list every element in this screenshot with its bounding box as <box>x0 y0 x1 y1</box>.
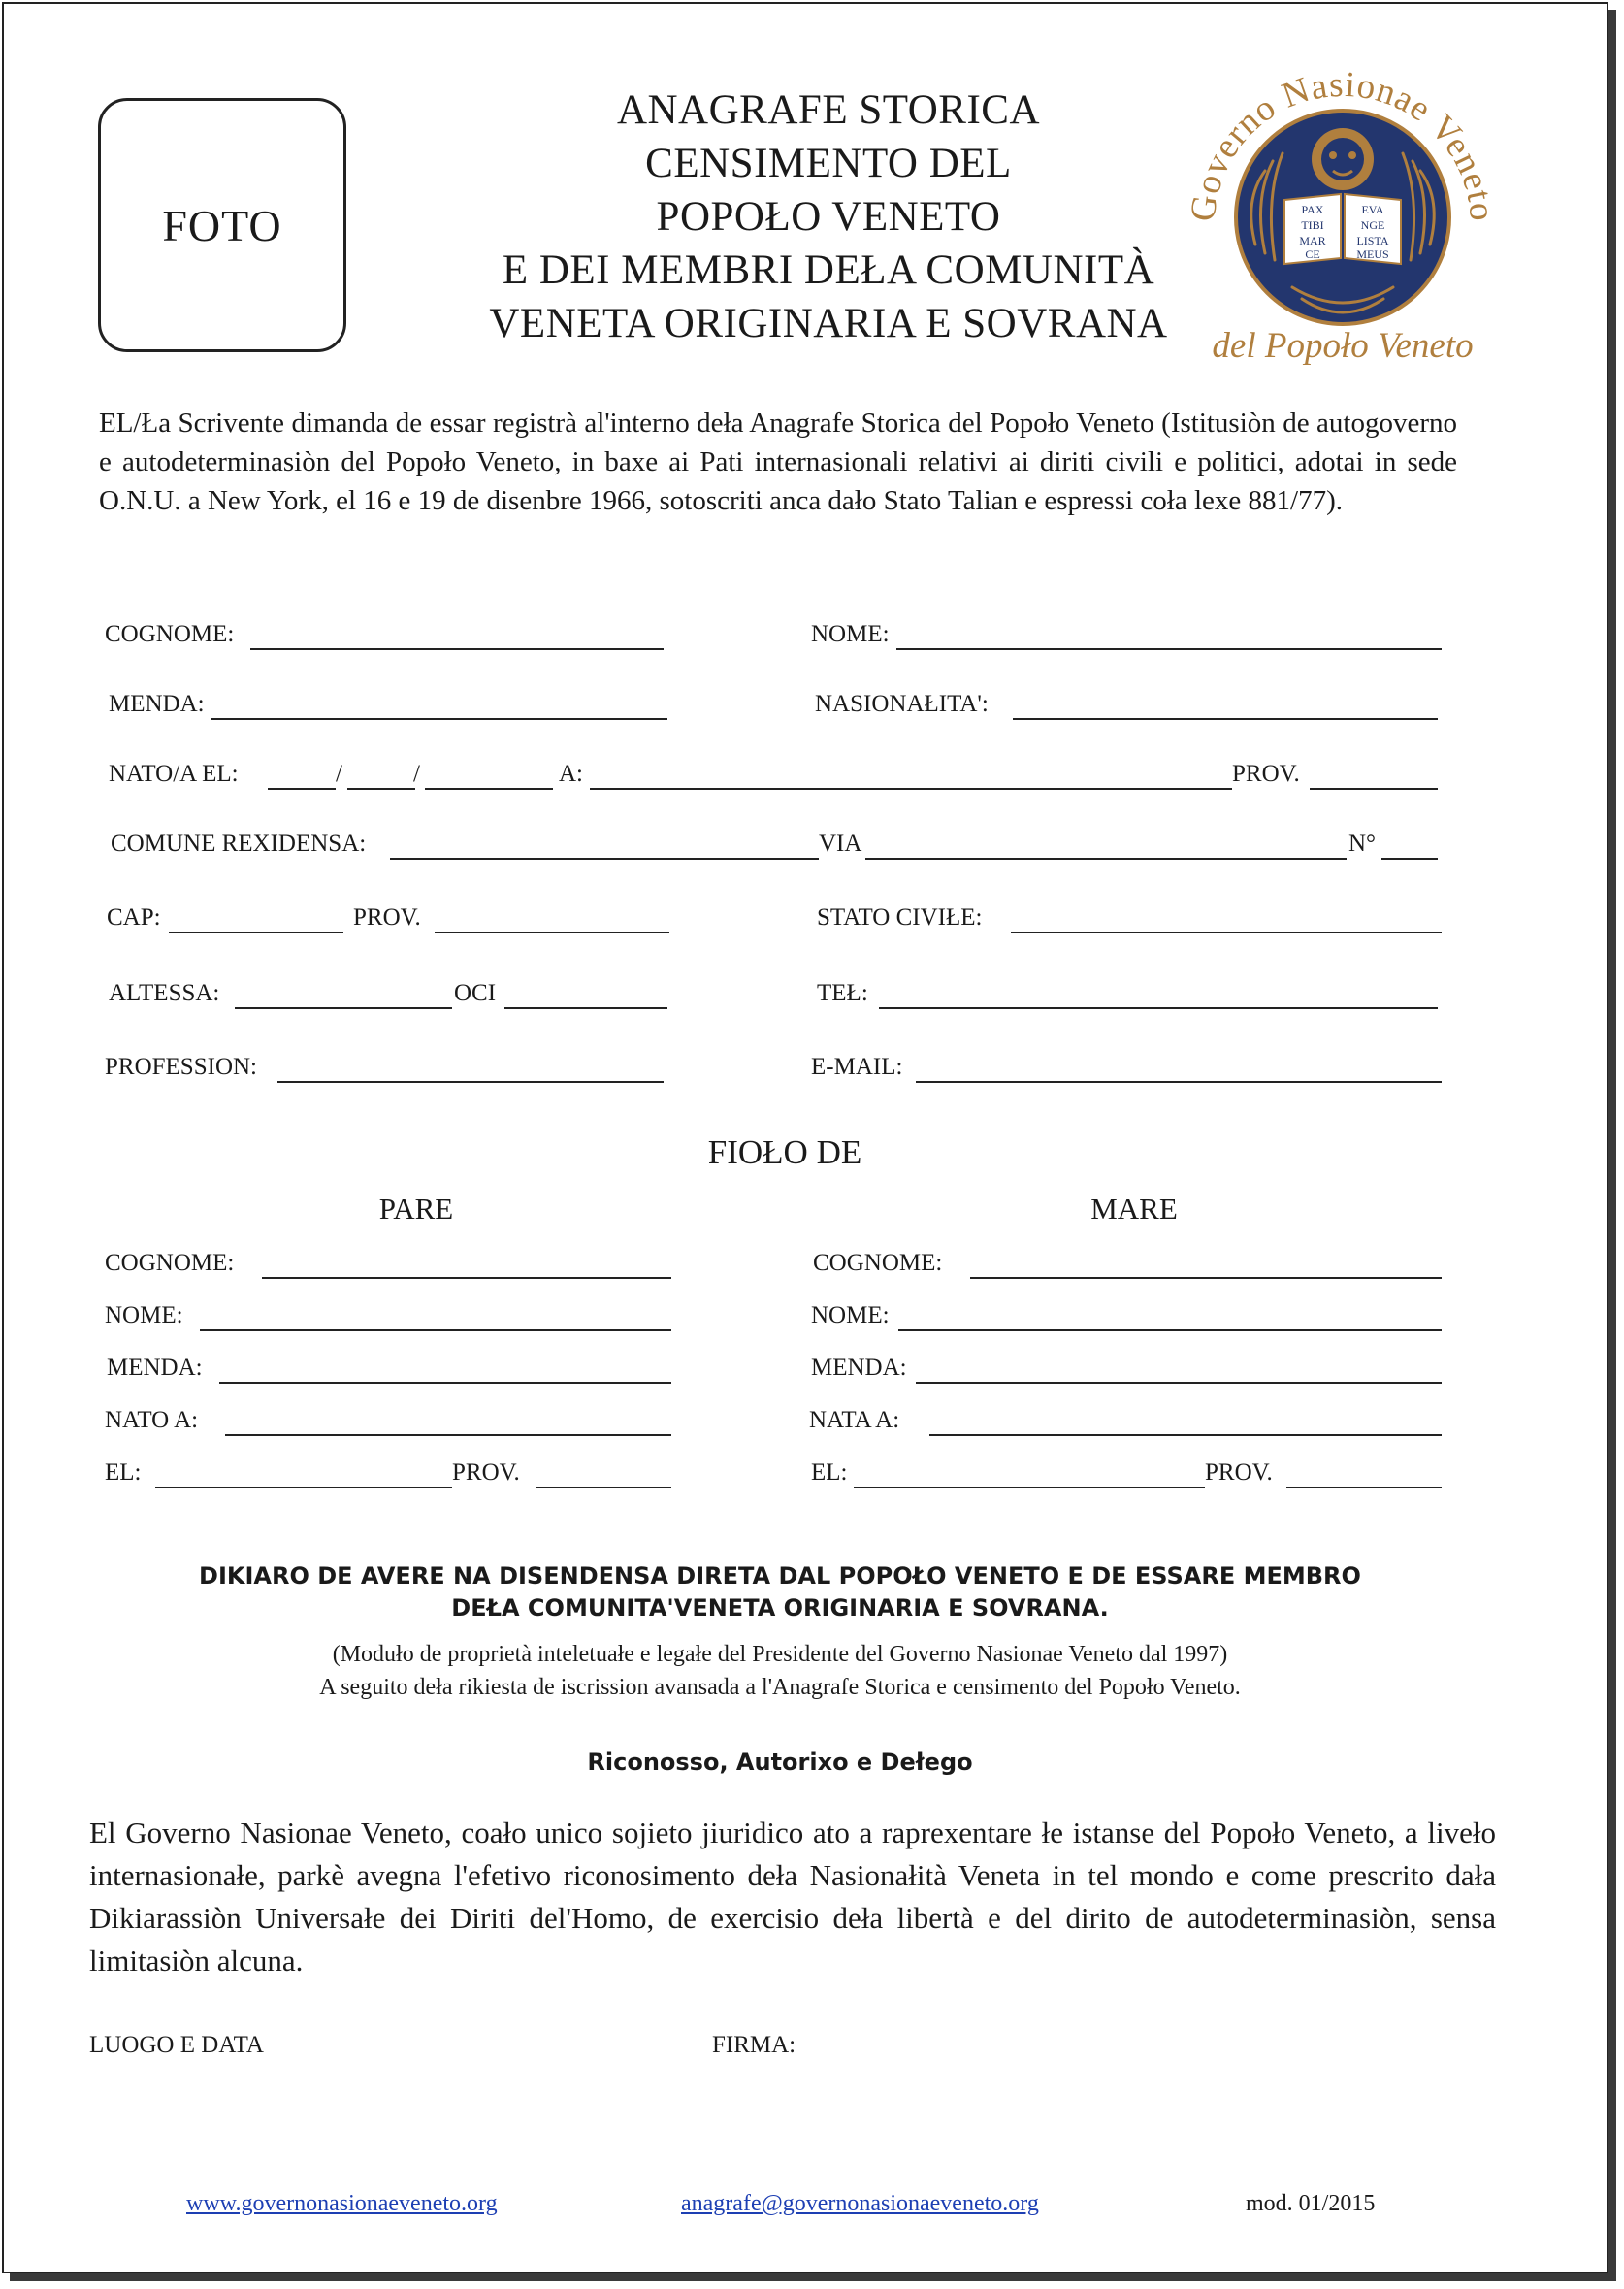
comune-label: COMUNE REXIDENSA: <box>111 831 367 857</box>
mare-el-label: EL: <box>811 1459 848 1486</box>
title-line: E DEI MEMBRI DEŁA COMUNITÀ <box>502 247 1155 293</box>
declaration-subheading: Riconosso, Autorixo e Dełego <box>587 1749 973 1776</box>
numero-label: N° <box>1348 831 1377 857</box>
pare-nome-label: NOME: <box>105 1302 183 1328</box>
pare-el-label: EL: <box>105 1459 142 1486</box>
email-label: E-MAIL: <box>811 1054 903 1080</box>
email-field[interactable] <box>916 1081 1442 1083</box>
birth-day-field[interactable] <box>268 788 336 790</box>
cognome-field[interactable] <box>250 648 664 650</box>
prov2-label: PROV. <box>353 904 421 931</box>
mare-nome-label: NOME: <box>811 1302 890 1328</box>
mare-prov-label: PROV. <box>1205 1459 1273 1486</box>
altessa-field[interactable] <box>235 1007 452 1009</box>
prov-label: PROV. <box>1232 761 1300 787</box>
mare-prov-field[interactable] <box>1286 1487 1442 1488</box>
nasionalita-field[interactable] <box>1013 718 1438 720</box>
form-page <box>2 2 1608 2273</box>
email-link[interactable]: anagrafe@governonasionaeveneto.org <box>681 2191 1039 2216</box>
book-word: MEUS <box>1356 247 1389 261</box>
declaration-line: DEŁA COMUNITA'VENETA ORIGINARIA E SOVRANA. <box>451 1594 1109 1621</box>
birth-month-field[interactable] <box>347 788 415 790</box>
book-word: LISTA <box>1356 234 1389 247</box>
pare-prov-field[interactable] <box>536 1487 671 1488</box>
mare-menda-label: MENDA: <box>811 1355 907 1381</box>
pare-el-field[interactable] <box>155 1487 452 1488</box>
nasionalita-label: NASIONAŁITA': <box>815 691 989 717</box>
stato-civile-label: STATO CIVIŁE: <box>817 904 983 931</box>
pare-prov-label: PROV. <box>452 1459 520 1486</box>
pare-nato-field[interactable] <box>225 1434 671 1436</box>
governo-logo <box>1176 54 1506 375</box>
mare-nome-field[interactable] <box>898 1329 1442 1331</box>
mare-menda-field[interactable] <box>916 1382 1442 1384</box>
mare-nata-label: NATA A: <box>809 1407 900 1433</box>
book-word: MAR <box>1299 234 1326 247</box>
mare-cognome-field[interactable] <box>970 1277 1442 1279</box>
pare-heading: PARE <box>378 1192 454 1226</box>
pare-nome-field[interactable] <box>200 1329 671 1331</box>
cap-field[interactable] <box>169 932 343 933</box>
nato-label: NATO/A EL: <box>109 761 239 787</box>
menda-field[interactable] <box>211 718 667 720</box>
book-word: TIBI <box>1301 218 1324 232</box>
nome-label: NOME: <box>811 621 890 647</box>
mare-cognome-label: COGNOME: <box>813 1250 943 1276</box>
mare-el-field[interactable] <box>854 1487 1205 1488</box>
pare-nato-label: NATO A: <box>105 1407 199 1433</box>
profession-label: PROFESSION: <box>105 1054 257 1080</box>
book-word: EVA <box>1361 203 1384 216</box>
via-label: VIA <box>819 831 862 857</box>
declaration-notes <box>149 1638 1411 1704</box>
prov-field[interactable] <box>1310 788 1438 790</box>
place-date-label: LUOGO E DATA <box>89 2032 264 2058</box>
birth-year-field[interactable] <box>425 788 553 790</box>
menda-label: MENDA: <box>109 691 205 717</box>
photo-box <box>98 98 346 352</box>
declaration-note: A seguito deła rikiesta de iscrission avansada a l'Anagrafe Storica e censimento del Popoło Veneto. <box>319 1675 1241 1700</box>
pare-menda-field[interactable] <box>219 1382 671 1384</box>
birthplace-field[interactable] <box>590 788 1232 790</box>
pare-cognome-field[interactable] <box>262 1277 671 1279</box>
cognome-label: COGNOME: <box>105 621 235 647</box>
oci-field[interactable] <box>504 1007 667 1009</box>
title-line: ANAGRAFE STORICA <box>616 87 1041 133</box>
comune-field[interactable] <box>390 858 819 860</box>
date-separator: / <box>413 761 420 787</box>
pare-cognome-label: COGNOME: <box>105 1250 235 1276</box>
declaration-note: (Moduło de proprietà inteletuałe e legałe del Presidente del Governo Nasionae Veneto dal 1997) <box>332 1642 1228 1667</box>
title-line: CENSIMENTO DEL <box>645 141 1012 186</box>
tel-label: TEŁ: <box>817 980 868 1006</box>
declaration-line: DIKIARO DE AVERE NA DISENDENSA DIRETA DAL POPOŁO VENETO E DE ESSARE MEMBRO <box>199 1562 1361 1589</box>
tel-field[interactable] <box>879 1007 1438 1009</box>
mare-nata-field[interactable] <box>929 1434 1442 1436</box>
title-line: POPOŁO VENETO <box>656 194 1001 240</box>
pare-menda-label: MENDA: <box>107 1355 203 1381</box>
title-line: VENETA ORIGINARIA E SOVRANA <box>489 301 1168 346</box>
book-word: CE <box>1305 247 1320 261</box>
book-word: PAX <box>1301 203 1324 216</box>
authorization-paragraph: El Governo Nasionae Veneto, coało unico sojieto jiuridico ato a raprexentare łe istanse del Popoło Veneto, a liveło internasionałe, parkè avegna l'efetivo riconosimento deła Nasionałità Veneta in tel mondo e come prescrito dała Dikiarassiòn Universałe dei Diriti del'Homo, de exercisio deła libertà e del dirito de autodeterminasiòn, sensa limitasiòn alcuna. <box>89 1815 1496 1978</box>
altessa-label: ALTESSA: <box>109 980 220 1006</box>
profession-field[interactable] <box>277 1081 664 1083</box>
via-field[interactable] <box>865 858 1347 860</box>
prov2-field[interactable] <box>435 932 669 933</box>
nome-field[interactable] <box>896 648 1442 650</box>
declaration-heading <box>149 1560 1411 1624</box>
mare-heading: MARE <box>1090 1192 1178 1226</box>
photo-box-label: FOTO <box>162 200 282 250</box>
firma-label: FIRMA: <box>712 2032 796 2058</box>
parents-heading: FIOŁO DE <box>707 1133 862 1171</box>
logo-bottom-text: del Popoło Veneto <box>1212 326 1474 366</box>
module-number: mod. 01/2015 <box>1246 2191 1376 2216</box>
footer-website <box>186 2191 498 2217</box>
page-title <box>411 83 1246 350</box>
footer-email <box>681 2191 1039 2217</box>
website-link[interactable]: www.governonasionaeveneto.org <box>186 2191 498 2216</box>
stato-civile-field[interactable] <box>1011 932 1442 933</box>
oci-label: OCI <box>454 980 497 1006</box>
cap-label: CAP: <box>107 904 161 931</box>
book-word: NGE <box>1360 218 1385 232</box>
birthplace-label: A: <box>559 761 583 787</box>
date-separator: / <box>336 761 342 787</box>
numero-field[interactable] <box>1381 858 1438 860</box>
intro-paragraph: EL/Ła Scrivente dimanda de essar registrà al'interno deła Anagrafe Storica del Popoło Veneto (Istitusiòn de autogoverno e autodeterminasiòn del Popoło Veneto, in baxe ai Pati internasionali relativi ai diriti civili e politici, adotai in sede O.N.U. a New York, el 16 e 19 de disenbre 1966, sotoscriti anca dało Stato Talian e espressi coła lexe 881/77). <box>99 408 1457 516</box>
logo-ring-text: Governo Nasionae Veneto <box>1183 64 1503 224</box>
